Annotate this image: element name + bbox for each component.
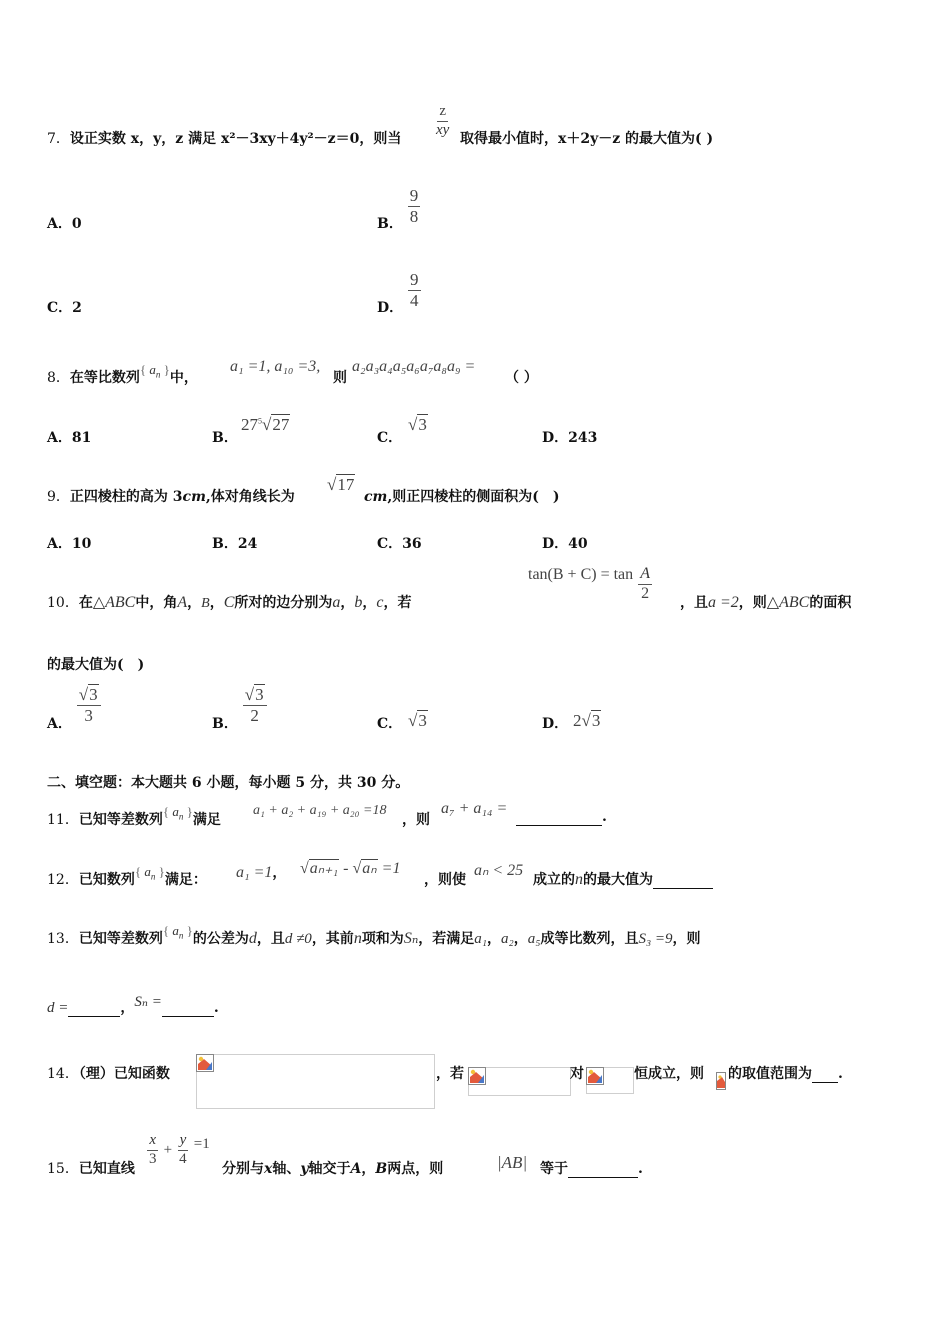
- q8-paren: [505, 367, 538, 387]
- q14-answer-blank[interactable]: [812, 1066, 838, 1083]
- q11-seq-sub: n: [178, 811, 184, 822]
- q10-eq-frac-num: A: [638, 566, 652, 585]
- q15-point-b: B: [375, 1161, 388, 1177]
- q9-option-b-label: B．: [212, 536, 238, 552]
- q7-text-b: 取得最小值时，x＋2y－z 的最大值为( ): [460, 131, 714, 147]
- q13-text-f: ，若满足: [418, 931, 475, 947]
- q12-rad2: aₙ: [362, 860, 377, 877]
- q7-frac-num: z: [437, 104, 448, 122]
- q14-stem-d: [634, 1063, 704, 1083]
- q7-option-b-den: 8: [409, 206, 419, 226]
- q9-option-c[interactable]: [377, 533, 422, 553]
- q12-stem-b: [424, 869, 466, 889]
- q13-sn: Sₙ: [403, 930, 419, 947]
- q12-number: 12．: [47, 872, 79, 888]
- broken-image-icon: [468, 1067, 486, 1085]
- q9-option-d-value: 40: [568, 536, 588, 552]
- q10-option-b-den: 2: [250, 705, 259, 725]
- q10-option-a-den: 3: [84, 705, 93, 725]
- q10-option-d-radicand: 3: [591, 711, 601, 730]
- q10-number: 10．: [47, 595, 79, 611]
- q15-frac2-den: 4: [179, 1150, 187, 1167]
- q8-option-b-label: B．: [212, 430, 238, 446]
- section-heading: 二、填空题：本大题共 6 小题，每小题 5 分，共 30 分。: [47, 775, 410, 791]
- q13-number: 13．: [47, 931, 79, 947]
- q14-stem-c: [570, 1063, 584, 1083]
- q9-option-b[interactable]: [212, 533, 257, 553]
- q8-seq-var: a: [149, 362, 156, 377]
- q13-var-d: d: [248, 930, 257, 947]
- q10-side-c: c: [376, 594, 384, 611]
- q10-triangle-1: △ABC: [92, 594, 136, 611]
- q7-option-d-num: 9: [410, 270, 419, 289]
- q10-equation: [528, 566, 652, 603]
- q14-text-d: 恒成立，则: [634, 1066, 704, 1082]
- q8-product: a₂a₃a₄a₅a₆a₇a₈a₉ =: [352, 358, 476, 375]
- q12-var-n: n: [575, 871, 583, 888]
- q7-number: 7．: [47, 131, 70, 147]
- q14-text-c: 对: [570, 1066, 584, 1082]
- q12-seq-var: a: [144, 864, 151, 879]
- broken-image-icon: [716, 1072, 726, 1090]
- q10-option-b[interactable]: B． $\frac{√3}{2}$: [212, 686, 267, 725]
- q13-sep-1: ，: [487, 931, 502, 947]
- q12-cond1-text: a₁ =1: [236, 864, 273, 881]
- q8-option-b-index: 5: [258, 416, 262, 426]
- q8-text-b: 中，: [169, 370, 198, 386]
- q12-rad1: aₙ₊₁: [309, 860, 339, 877]
- q8-option-c-expr: √3: [408, 415, 427, 434]
- q7-text-a: 设正实数 x，y，z 满足 x²－3xy＋4y²－z＝0，则当: [69, 131, 402, 147]
- q15-line-equation: [147, 1133, 210, 1168]
- q9-radicand: 17: [337, 475, 355, 494]
- q15-text-b: 分别与: [222, 1161, 264, 1177]
- q12-minus: -: [343, 860, 349, 877]
- q8-option-b-radicand: 27: [272, 415, 290, 434]
- q10-option-d-label: D．: [542, 716, 569, 732]
- q8-option-b[interactable]: [212, 427, 238, 447]
- q9-option-a-label: A．: [47, 536, 72, 552]
- q8-seq: { $a_n$ }: [139, 362, 170, 380]
- q11-text-b: 满足: [192, 812, 221, 828]
- q14-stem-e: [728, 1063, 843, 1083]
- q14-stem-b: [436, 1063, 464, 1083]
- q10-text-f: ，则: [738, 595, 767, 611]
- q9-text-a: 正四棱柱的高为 3: [69, 489, 183, 505]
- q13-var-n: n: [353, 930, 362, 947]
- q13-seq-var: a: [172, 923, 179, 938]
- q11-target: a₇ + a₁₄ =: [441, 800, 508, 817]
- q13-text-e: 项和为: [361, 931, 404, 947]
- q10-option-c-expr: √3: [408, 711, 427, 730]
- q7-option-a[interactable]: [47, 213, 82, 233]
- q10-option-d-coef: 2: [573, 711, 582, 730]
- q8-condition: a₁ =1, a₁₀ =3,: [230, 358, 321, 375]
- q15-stem-c: [540, 1158, 643, 1178]
- q13-seq-sub: n: [178, 930, 184, 941]
- q12-answer-blank[interactable]: [653, 872, 713, 889]
- q7-option-a-value: 0: [71, 216, 82, 232]
- q15-text-a: 已知直线: [78, 1161, 135, 1177]
- q14-function-image: [196, 1054, 435, 1109]
- q13-answer-d-blank[interactable]: [68, 1000, 120, 1017]
- q10-condition: a =2: [708, 594, 739, 611]
- q13-a2: a₂: [501, 931, 514, 947]
- q12-cond2: √aₙ₊₁ - √aₙ =1: [300, 860, 401, 877]
- q8-option-d-value: 243: [568, 430, 598, 446]
- q13-text-b: 的公差为: [192, 931, 249, 947]
- q9-option-a[interactable]: [47, 533, 91, 553]
- q10-text-a: 在: [78, 595, 93, 611]
- q10-text-e: ，且: [680, 595, 708, 611]
- q10-comma-4: ，: [362, 595, 377, 611]
- q10-option-c-label: C．: [377, 716, 403, 732]
- q12-text-b: 满足：: [164, 872, 207, 888]
- q9-option-b-value: 24: [237, 536, 258, 552]
- q10-stem-b: [680, 592, 851, 612]
- q10-comma-3: ，: [340, 595, 355, 611]
- q7-fraction: [434, 104, 451, 139]
- q10-text-d: ，若: [383, 595, 412, 611]
- q9-number: 9．: [47, 489, 70, 505]
- q15-text-d: 轴交于: [308, 1161, 351, 1177]
- q13-sep-2: ，: [513, 931, 528, 947]
- q13-ans-sn-label: Sₙ =: [134, 994, 162, 1010]
- q13-a1: a₁: [474, 931, 488, 947]
- q7-option-c-label: C．: [47, 300, 73, 316]
- q15-frac1-num: x: [147, 1133, 158, 1151]
- q10-text-g: 的面积: [809, 595, 852, 611]
- q13-text-d: ，其前: [311, 931, 354, 947]
- q10-angle-c: C: [223, 594, 235, 611]
- q13-text-g: 成等比数列，且: [540, 931, 639, 947]
- q14-number: 14．: [47, 1066, 79, 1082]
- q10-option-c[interactable]: [377, 713, 402, 733]
- q15-point-a: A: [350, 1161, 362, 1177]
- q15-text-e: 两点，则: [387, 1161, 444, 1177]
- q9-option-a-value: 10: [71, 536, 92, 552]
- q12-text-d: 成立的: [533, 872, 575, 888]
- q10-angle-b: B: [201, 596, 210, 611]
- q10-text-c: 所对的边分别为: [234, 595, 333, 611]
- q13-seq: { $a_n$ }: [162, 923, 193, 941]
- q8-option-c-label: C．: [377, 430, 403, 446]
- q8-stem: [47, 362, 198, 388]
- q9-radical: √17: [327, 475, 355, 494]
- q10-eq-left: tan(B + C) = tan: [528, 566, 634, 583]
- q10-option-d-expr: 2√3: [573, 711, 601, 730]
- q9-option-d[interactable]: [542, 533, 588, 553]
- q11-number: 11．: [47, 812, 79, 828]
- q7-option-b-label: B．: [377, 216, 403, 232]
- q9-unit-2: cm: [364, 489, 388, 505]
- q11-then: [402, 809, 430, 829]
- q14-text-b: ，若: [436, 1066, 464, 1082]
- q8-option-b-coef: 27: [241, 415, 258, 434]
- q11-text-a: 已知等差数列: [78, 812, 163, 828]
- q10-comma-2: ，: [209, 595, 224, 611]
- q12-text-c: ，则使: [424, 872, 466, 888]
- q10-text-line2: 的最大值为( ): [47, 657, 145, 673]
- q7-frac-den: xy: [436, 121, 450, 138]
- q15-text-c: 轴、: [272, 1161, 301, 1177]
- q11-seq-var: a: [172, 804, 179, 819]
- q13-a5: a₅: [527, 931, 541, 947]
- q8-option-c-radicand: 3: [418, 415, 427, 434]
- q11-text-c: ，则: [402, 812, 430, 828]
- q10-option-b-label: B．: [212, 716, 238, 732]
- q9-unit-1: cm: [182, 489, 206, 505]
- q15-text-f: 等于: [540, 1161, 568, 1177]
- q15-number: 15．: [47, 1161, 79, 1177]
- q15-x-axis: x: [264, 1161, 273, 1177]
- q8-number: 8．: [47, 370, 70, 386]
- q15-y-axis: y: [300, 1161, 309, 1177]
- q9-option-c-value: 36: [402, 536, 422, 552]
- q10-option-a-label: A．: [47, 716, 72, 732]
- q13-text-h: ，则: [672, 931, 701, 947]
- q10-stem: [47, 592, 411, 612]
- q9-option-c-label: C．: [377, 536, 403, 552]
- q13-answer-sn-blank[interactable]: [162, 1000, 214, 1017]
- q11-answer[interactable]: [516, 809, 607, 826]
- q14-stem: [47, 1063, 170, 1083]
- q10-angle-a: A: [177, 594, 188, 611]
- q8-text-c: 则: [333, 370, 347, 386]
- q12-cond1: [236, 862, 286, 882]
- q11-stem: [47, 804, 221, 830]
- q10-option-a-radicand: 3: [89, 685, 98, 704]
- q7-option-d-den: 4: [410, 290, 419, 310]
- q7-option-d-label: D．: [377, 300, 404, 316]
- q13-answers: [47, 994, 219, 1017]
- q13-text-a: 已知等差数列: [78, 931, 163, 947]
- q7-option-d[interactable]: [377, 270, 421, 316]
- q12-stem-c: [533, 869, 713, 889]
- broken-image-icon: [586, 1067, 604, 1085]
- q13-ans-sep: ，: [120, 1000, 135, 1016]
- q10-triangle-2: △ABC: [766, 594, 810, 611]
- q15-sep: ，: [361, 1161, 376, 1177]
- q13-s3: S₃ =9: [638, 931, 673, 947]
- q10-option-d[interactable]: [542, 713, 568, 733]
- q8-option-a[interactable]: [47, 427, 91, 447]
- q8-option-a-value: 81: [71, 430, 92, 446]
- q12-seq-sub: n: [150, 871, 156, 882]
- q15-frac1-den: 3: [149, 1150, 157, 1167]
- q8-seq-sub: n: [155, 369, 161, 380]
- q10-text-b: 中，角: [135, 595, 178, 611]
- q12-eq: =1: [381, 860, 401, 877]
- q8-option-a-label: A．: [47, 430, 72, 446]
- q8-text-a: 在等比数列: [69, 370, 140, 386]
- q7-stem: [47, 128, 401, 148]
- q15-abs-ab: |AB|: [497, 1153, 528, 1172]
- q11-answer-blank[interactable]: [516, 809, 602, 826]
- q8-option-b-expr: $27^5√27$: [241, 415, 290, 434]
- q10-eq-frac-den: 2: [641, 584, 650, 602]
- q13-ans-d-label: d =: [47, 1000, 69, 1016]
- q10-side-a: a: [332, 594, 341, 611]
- q13-cond-d: d ≠0: [284, 931, 312, 947]
- q15-stem: [47, 1158, 135, 1178]
- q8-option-d-label: D．: [542, 430, 569, 446]
- q14-text-a: （理）已知函数: [78, 1066, 170, 1082]
- q7-stem-b: [460, 128, 713, 148]
- q9-stem-b: [364, 486, 559, 506]
- broken-image-icon: [196, 1054, 214, 1072]
- q10-option-a[interactable]: A． $\frac{√3}{3}$: [47, 686, 101, 725]
- q14-text-e: 的取值范围为: [728, 1066, 812, 1082]
- q8-text-d: （ ）: [505, 370, 538, 386]
- q11-seq: { $a_n$ }: [162, 804, 193, 822]
- q11-end: .: [602, 809, 607, 825]
- q7-option-a-label: A．: [47, 216, 72, 232]
- q12-seq: { $a_n$ }: [134, 864, 165, 882]
- q7-option-c-value: 2: [72, 300, 82, 316]
- q9-text-c: ,则正四棱柱的侧面积为( ): [387, 489, 560, 505]
- q8-option-c[interactable]: [377, 427, 402, 447]
- q7-option-c[interactable]: [47, 297, 82, 317]
- q9-stem: [47, 486, 295, 506]
- q15-stem-b: [222, 1158, 443, 1178]
- q13-text-c: ，且: [256, 931, 285, 947]
- q9-text-b: ,体对角线长为: [205, 489, 295, 505]
- q12-text-a: 已知数列: [78, 872, 135, 888]
- q8-option-d[interactable]: [542, 427, 597, 447]
- q15-eq: =1: [193, 1136, 210, 1152]
- q15-frac2-num: y: [178, 1133, 189, 1151]
- q12-comma: ，: [272, 866, 287, 881]
- q15-end: .: [638, 1161, 643, 1177]
- q15-plus: +: [163, 1141, 173, 1158]
- q12-stem: [47, 864, 207, 890]
- q10-side-b: b: [354, 594, 363, 611]
- q10-stem-line2: [47, 654, 144, 674]
- q10-comma-1: ，: [187, 595, 202, 611]
- q14-end: .: [838, 1066, 843, 1082]
- q9-option-d-label: D．: [542, 536, 569, 552]
- q12-ineq: aₙ < 25: [474, 862, 524, 879]
- q12-text-e: 的最大值为: [583, 872, 653, 888]
- q10-option-c-radicand: 3: [418, 711, 427, 730]
- q8-then: [333, 367, 347, 387]
- q7-option-b-num: 9: [409, 186, 419, 205]
- q10-option-b-radicand: 3: [255, 685, 264, 704]
- q11-condition: a₁ + a₂ + a₁₉ + a₂₀ =18: [253, 803, 387, 818]
- q7-option-b[interactable]: [377, 186, 420, 232]
- q13-stem: [47, 923, 701, 949]
- q15-answer-blank[interactable]: [568, 1161, 638, 1178]
- q13-end: .: [213, 1000, 219, 1016]
